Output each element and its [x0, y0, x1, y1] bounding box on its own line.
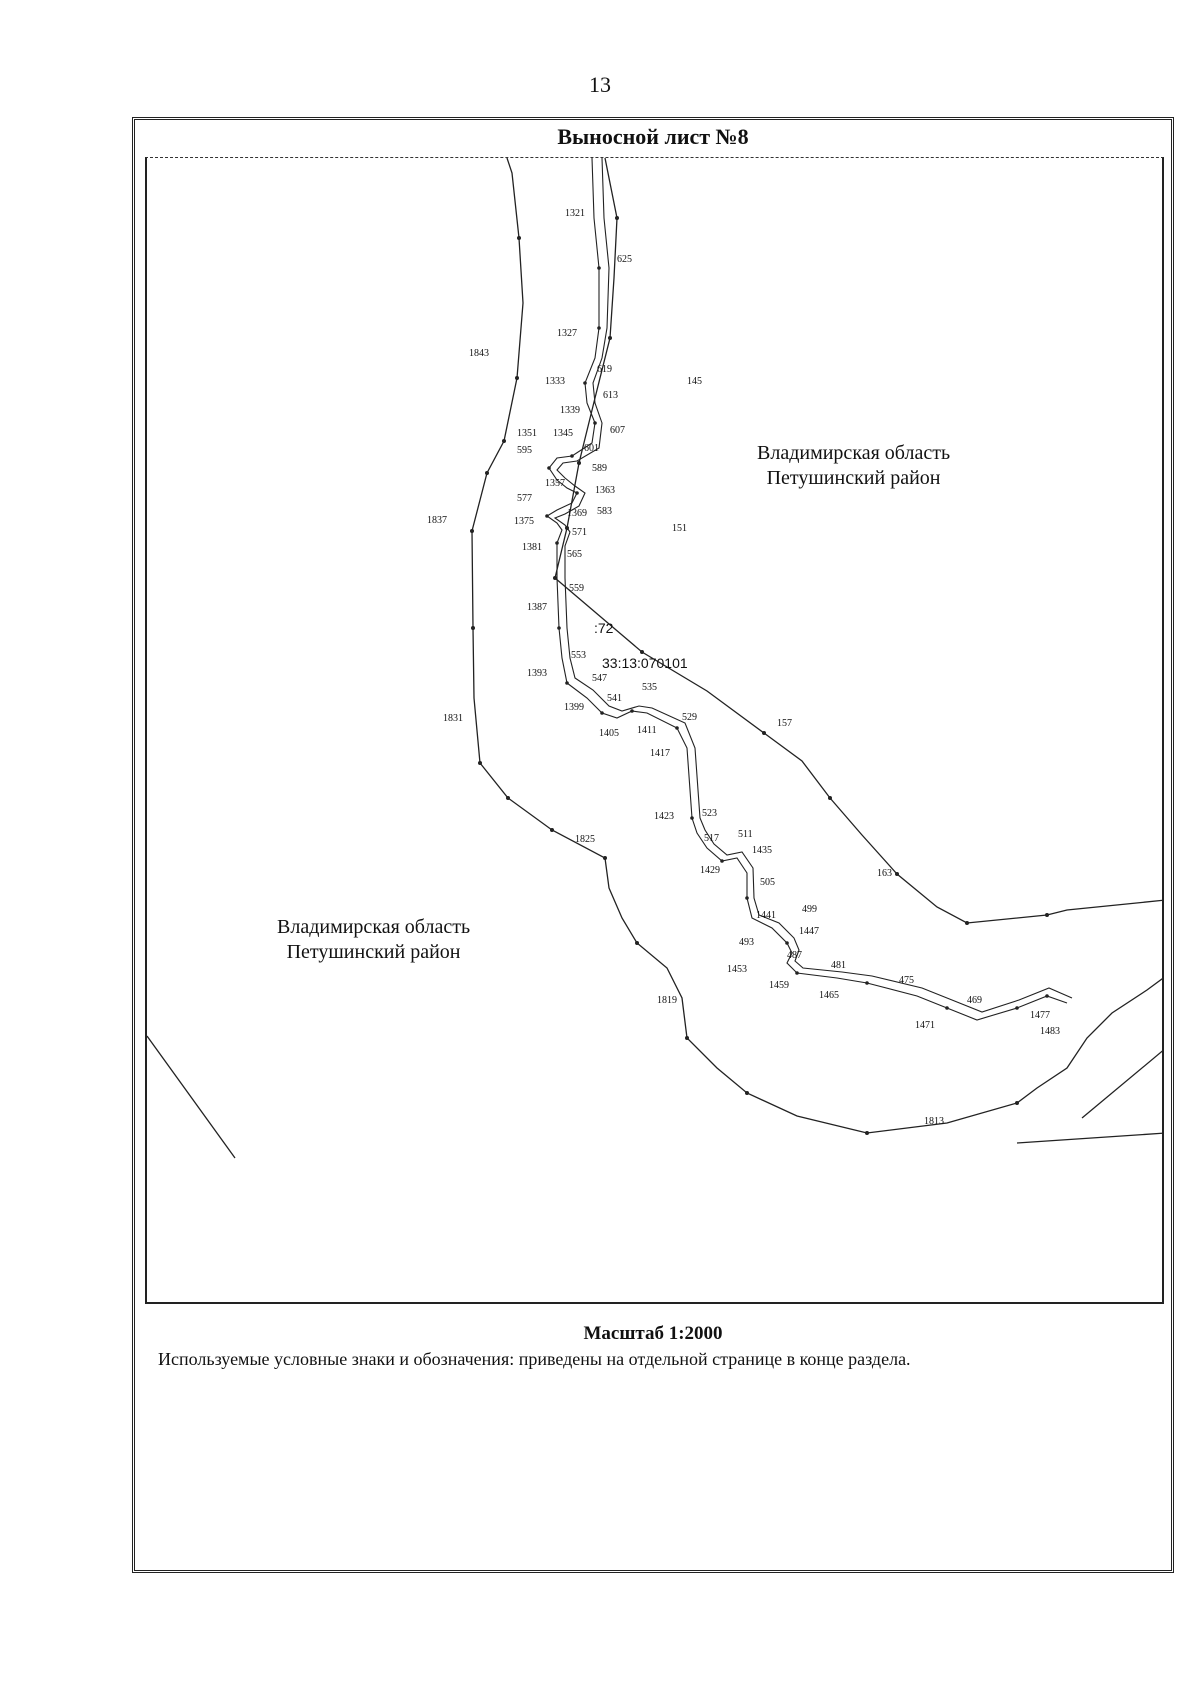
label-619: 619: [597, 364, 612, 375]
label-1369: 1369: [567, 508, 587, 519]
label-553: 553: [571, 650, 586, 661]
boundary-bottom-right: [1017, 1133, 1164, 1143]
label-157: 157: [777, 718, 792, 729]
label-1387: 1387: [527, 602, 547, 613]
boundary-left: [472, 158, 1164, 1133]
label-565: 565: [567, 549, 582, 560]
label-1363: 1363: [595, 485, 615, 496]
parcel-line-b: [555, 158, 1072, 1012]
label-583: 583: [597, 506, 612, 517]
label-1819: 1819: [657, 995, 677, 1006]
label-1357: 1357: [545, 478, 565, 489]
label-625: 625: [617, 254, 632, 265]
boundary-diagonal-left: [147, 1036, 235, 1158]
label-541: 541: [607, 693, 622, 704]
boundary-vertices: [470, 216, 1049, 1135]
label-1435: 1435: [752, 845, 772, 856]
label-493: 493: [739, 937, 754, 948]
label-547: 547: [592, 673, 607, 684]
label-613: 613: [603, 390, 618, 401]
label-1351: 1351: [517, 428, 537, 439]
district-name: Петушинский район: [286, 941, 461, 963]
label-1399: 1399: [564, 702, 584, 713]
parcel-vertices: [545, 266, 1049, 1010]
region-name: Владимирская область: [277, 916, 471, 938]
label-607: 607: [610, 425, 625, 436]
label-145: 145: [687, 376, 702, 387]
label-505: 505: [760, 877, 775, 888]
label-1429: 1429: [700, 865, 720, 876]
label-1459: 1459: [769, 980, 789, 991]
label-595: 595: [517, 445, 532, 456]
boundary-right: [555, 158, 1164, 923]
region-label-bottom-left: [277, 915, 470, 965]
label-1837: 1837: [427, 515, 447, 526]
label-559: 559: [569, 583, 584, 594]
label-1321: 1321: [565, 208, 585, 219]
label-469: 469: [967, 995, 982, 1006]
scale-label: Масштаб 1:2000: [583, 1323, 723, 1344]
sheet-title: Выносной лист №8: [557, 124, 749, 149]
label-1441: 1441: [756, 910, 776, 921]
label-529: 529: [682, 712, 697, 723]
label-1393: 1393: [527, 668, 547, 679]
map-area: [145, 157, 1164, 1304]
parcel-label: :72: [594, 620, 614, 636]
region-name: Владимирская область: [757, 442, 951, 464]
label-1453: 1453: [727, 964, 747, 975]
label-1345: 1345: [553, 428, 573, 439]
label-1417: 1417: [650, 748, 670, 759]
label-1447: 1447: [799, 926, 819, 937]
label-1843: 1843: [469, 348, 489, 359]
label-601: 601: [584, 443, 599, 454]
label-1381: 1381: [522, 542, 542, 553]
label-1483: 1483: [1040, 1026, 1060, 1037]
label-481: 481: [831, 960, 846, 971]
map-svg: [147, 158, 1164, 1304]
legend-note: Используемые условные знаки и обозначения: приведены на отдельной странице в конце раздела.: [158, 1349, 911, 1369]
label-571: 571: [572, 527, 587, 538]
label-1333: 1333: [545, 376, 565, 387]
label-1477: 1477: [1030, 1010, 1050, 1021]
label-475: 475: [899, 975, 914, 986]
label-1339: 1339: [560, 405, 580, 416]
label-1375: 1375: [514, 516, 534, 527]
label-1813: 1813: [924, 1116, 944, 1127]
label-1831: 1831: [443, 713, 463, 724]
label-1825: 1825: [575, 834, 595, 845]
parcel-line-a: [547, 158, 1067, 1020]
cadastral-block-label: 33:13:070101: [602, 655, 688, 671]
label-535: 535: [642, 682, 657, 693]
label-1423: 1423: [654, 811, 674, 822]
label-589: 589: [592, 463, 607, 474]
label-523: 523: [702, 808, 717, 819]
label-511: 511: [738, 829, 753, 840]
label-163: 163: [877, 868, 892, 879]
label-1465: 1465: [819, 990, 839, 1001]
label-499: 499: [802, 904, 817, 915]
label-1405: 1405: [599, 728, 619, 739]
boundary-corner-right: [1082, 1048, 1164, 1118]
label-517: 517: [704, 833, 719, 844]
label-1471: 1471: [915, 1020, 935, 1031]
label-1411: 1411: [637, 725, 657, 736]
label-487: 487: [787, 950, 802, 961]
district-name: Петушинский район: [766, 467, 941, 489]
label-151: 151: [672, 523, 687, 534]
label-577: 577: [517, 493, 532, 504]
page-number: 13: [589, 72, 611, 97]
label-1327: 1327: [557, 328, 577, 339]
region-label-top-right: [757, 441, 950, 491]
